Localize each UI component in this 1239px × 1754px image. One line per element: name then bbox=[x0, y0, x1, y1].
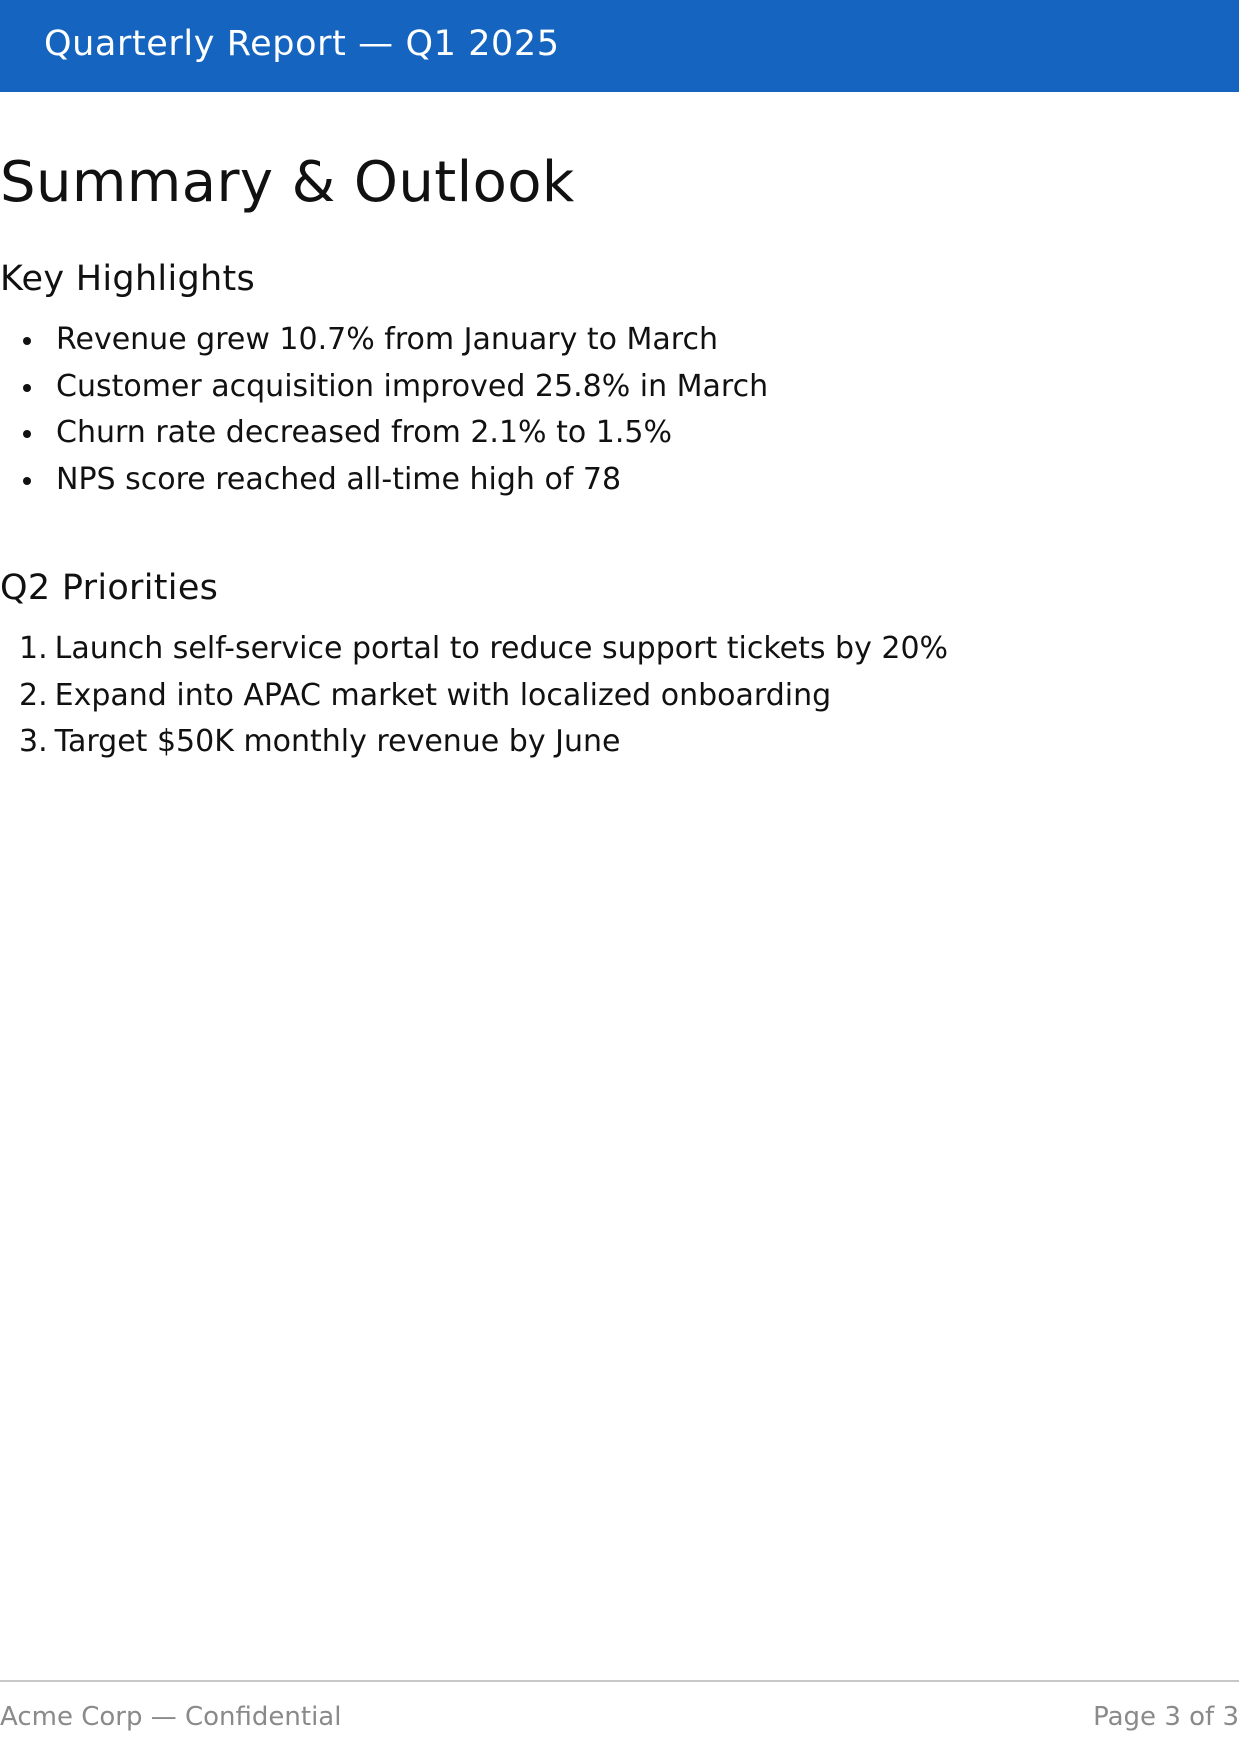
highlight-item bbox=[0, 317, 768, 364]
q2-priorities-heading: Q2 Priorities bbox=[0, 568, 219, 608]
priority-text: Launch self-service portal to reduce support tickets by 20% bbox=[54, 631, 949, 666]
footer-divider bbox=[0, 1680, 1239, 1682]
highlight-text: NPS score reached all-time high of 78 bbox=[56, 461, 622, 497]
header-bar bbox=[0, 0, 1239, 92]
priority-number: 1. bbox=[19, 631, 48, 666]
priority-item bbox=[0, 626, 948, 673]
highlight-text: Customer acquisition improved 25.8% in March bbox=[56, 368, 769, 404]
bullet-icon bbox=[23, 477, 31, 485]
highlight-item bbox=[0, 364, 768, 411]
footer-page-number: Page 3 of 3 bbox=[1093, 1702, 1239, 1732]
highlight-text: Revenue grew 10.7% from January to March bbox=[56, 322, 718, 357]
highlight-item bbox=[0, 457, 768, 504]
highlight-item bbox=[0, 410, 768, 457]
priority-number: 3. bbox=[19, 724, 48, 759]
priority-text: Target $50K monthly revenue by June bbox=[54, 724, 621, 759]
priority-item bbox=[0, 719, 948, 766]
q2-priorities-list bbox=[0, 626, 948, 766]
key-highlights-list bbox=[0, 317, 768, 503]
bullet-icon bbox=[23, 337, 31, 345]
bullet-icon bbox=[23, 430, 31, 438]
priority-item bbox=[0, 673, 948, 720]
key-highlights-heading: Key Highlights bbox=[0, 259, 256, 299]
priority-text: Expand into APAC market with localized onboarding bbox=[54, 677, 832, 713]
footer-company: Acme Corp — Confidential bbox=[0, 1702, 342, 1732]
priority-number: 2. bbox=[19, 677, 48, 713]
page-title: Summary & Outlook bbox=[0, 150, 575, 215]
highlight-text: Churn rate decreased from 2.1% to 1.5% bbox=[56, 415, 672, 450]
bullet-icon bbox=[23, 384, 31, 392]
report-title: Quarterly Report — Q1 2025 bbox=[44, 24, 560, 64]
